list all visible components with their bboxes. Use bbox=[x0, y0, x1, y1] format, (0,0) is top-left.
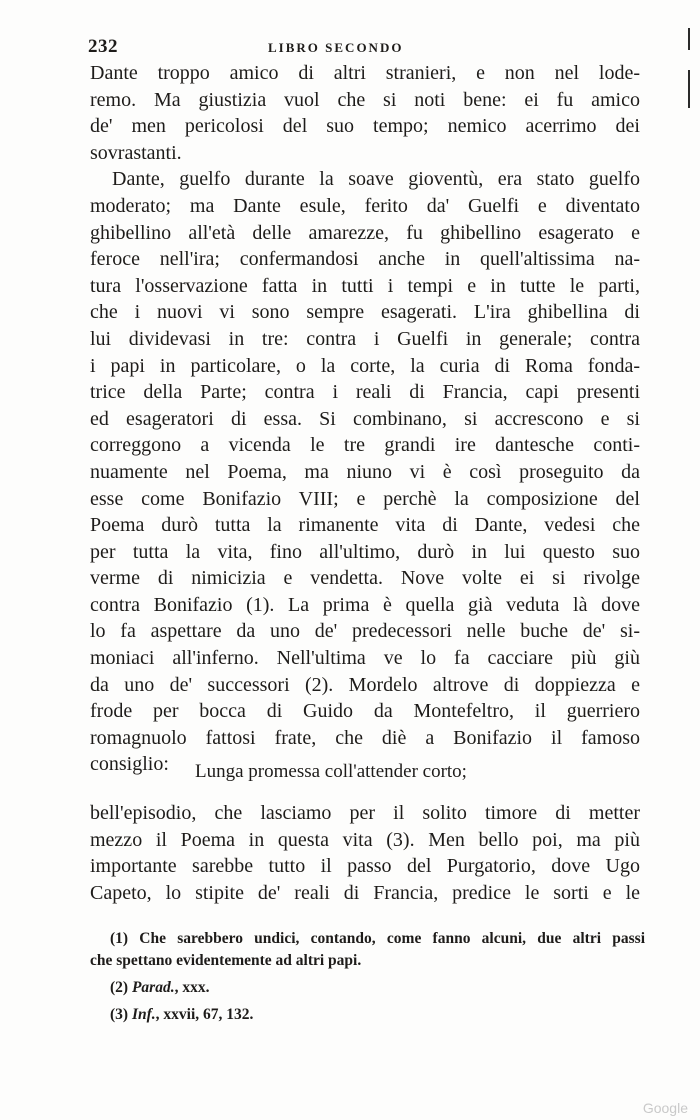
main-text-continued bbox=[90, 800, 640, 906]
quoted-verse: Lunga promessa coll'attender corto; bbox=[195, 761, 467, 782]
footnote-2-reference: Parad. bbox=[131, 979, 175, 996]
footnote-3 bbox=[90, 1004, 645, 1026]
text-line: contra Bonifazio (1). La prima è quella già veduta là dove bbox=[90, 593, 640, 616]
footnote-1-line: che spettano evidentemente ad altri papi. bbox=[90, 952, 362, 969]
text-line: Poema durò tutta la rimanente vita di Dante, vedesi che bbox=[90, 514, 640, 537]
footnote-2 bbox=[90, 977, 645, 999]
text-line: lui dividevasi in tre: contra i Guelfi in generale; contra bbox=[90, 327, 640, 350]
text-line: nuamente nel Poema, ma niuno vi è così proseguito da bbox=[90, 460, 640, 483]
digitizer-watermark: Google bbox=[642, 1100, 688, 1116]
text-line: importante sarebbe tutto il passo del Purgatorio, dove Ugo bbox=[90, 855, 640, 878]
text-line: tura l'osservazione fatta in tutti i tempi e in tutte le parti, bbox=[90, 274, 640, 297]
text-line: bell'episodio, che lasciamo per il solito timore di metter bbox=[90, 802, 640, 824]
main-text bbox=[90, 60, 640, 778]
text-line: trice della Parte; contra i reali di Francia, capi presenti bbox=[90, 381, 640, 404]
text-line: romagnuolo fattosi frate, che diè a Bonifazio il famoso bbox=[90, 726, 640, 749]
footnote-3-number: (3) bbox=[110, 1006, 132, 1023]
text-line: verme di nimicizia e vendetta. Nove volte ei si rivolge bbox=[90, 567, 640, 590]
footnote-1-line: (1) Che sarebbero undici, contando, come fanno alcuni, due altri passi bbox=[110, 930, 645, 947]
text-line: che i nuovi vi sono sempre esagerati. L'ira ghibellina di bbox=[90, 301, 640, 324]
text-line: moniaci all'inferno. Nell'ultima ve lo fa cacciare più giù bbox=[90, 647, 640, 670]
text-line: i papi in particolare, o la corte, la curia di Roma fonda- bbox=[90, 354, 640, 377]
text-line: mezzo il Poema in questa vita (3). Men bello poi, ma più bbox=[90, 828, 640, 851]
text-line: da uno de' successori (2). Mordelo altrove di doppiezza e bbox=[90, 673, 640, 696]
text-line: consiglio: bbox=[90, 753, 169, 776]
text-line: per tutta la vita, fino all'ultimo, durò in lui questo suo bbox=[90, 540, 640, 563]
text-line: correggono a vicenda le tre grandi ire dantesche conti- bbox=[90, 434, 640, 457]
footnote-2-number: (2) bbox=[110, 979, 132, 996]
page-header bbox=[88, 36, 640, 60]
footnote-2-location: , xxx. bbox=[174, 979, 210, 996]
text-line: moderato; ma Dante esule, ferito da' Guelfi e diventato bbox=[90, 194, 640, 217]
text-line: ghibellino all'età delle amarezze, fu ghibellino esagerato e bbox=[90, 221, 640, 244]
text-line: esse come Bonifazio VIII; e perchè la composizione del bbox=[90, 487, 640, 510]
text-line: Capeto, lo stipite de' reali di Francia, predice le sorti e le bbox=[90, 881, 640, 904]
text-line: Dante troppo amico di altri stranieri, e non nel lode- bbox=[90, 62, 640, 84]
text-line: remo. Ma giustizia vuol che si noti bene: ei fu amico bbox=[90, 88, 640, 111]
text-line: de' men pericolosi del suo tempo; nemico acerrimo dei bbox=[90, 115, 640, 138]
text-line: frode per bocca di Guido da Montefeltro, il guerriero bbox=[90, 700, 640, 723]
text-line: feroce nell'ira; confermandosi anche in quell'altissima na- bbox=[90, 248, 640, 271]
footnote-3-location: , xxvii, 67, 132. bbox=[155, 1006, 254, 1023]
text-line: Dante, guelfo durante la soave gioventù, era stato guelfo bbox=[112, 168, 640, 191]
running-head: LIBRO SECONDO bbox=[268, 40, 404, 55]
footnote-3-reference: Inf. bbox=[131, 1006, 156, 1023]
text-line: lo fa aspettare da uno de' predecessori nelle buche de' si- bbox=[90, 620, 640, 643]
text-line: ed esageratori di essa. Si combinano, si accrescono e si bbox=[90, 407, 640, 430]
footnotes bbox=[90, 928, 645, 1026]
text-line: sovrastanti. bbox=[90, 141, 182, 164]
margin-mark bbox=[688, 70, 690, 108]
page-number: 232 bbox=[88, 36, 118, 57]
margin-mark bbox=[688, 28, 690, 50]
